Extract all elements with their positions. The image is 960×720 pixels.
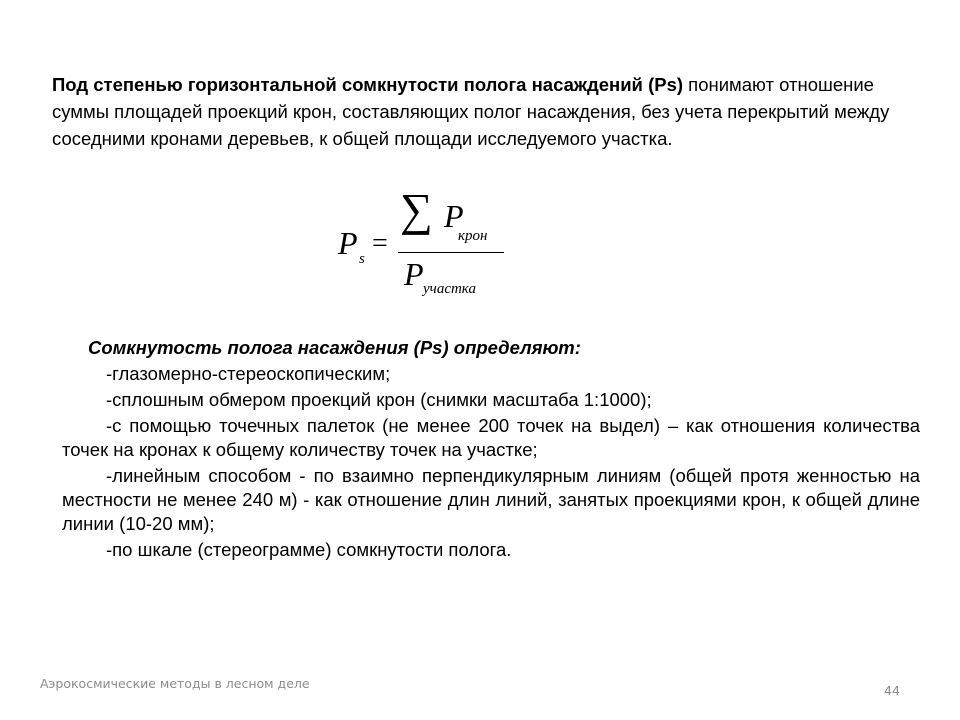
formula-equals-sign: = (372, 228, 388, 259)
formula-lhs-subscript: s (359, 251, 365, 267)
formula-denominator-symbol: P (404, 256, 424, 292)
formula-numerator-symbol: P (444, 198, 464, 234)
footer-course-title: Аэрокосмические методы в лесном деле (40, 676, 310, 691)
definition-text: понимают отношение суммы площадей проекций крон, составляющих полог насаждения, без учета перекрытий между соседними кронами деревьев, к общей площади исследуемого участка. (52, 74, 890, 149)
formula-fraction-line (398, 252, 504, 253)
formula-sum-sign: ∑ (400, 184, 433, 235)
formula-lhs-symbol: P (338, 225, 358, 261)
method-item: -по шкале (стереограмме) сомкнутости полога. (106, 539, 512, 560)
formula-numerator-subscript: крон (458, 228, 488, 244)
page-number: 44 (884, 683, 900, 698)
methods-list (62, 362, 920, 564)
canopy-closure-formula (330, 184, 530, 305)
method-item: -сплошным обмером проекций крон (снимки масштаба 1:1000); (106, 389, 652, 410)
definition-term: Под степенью горизонтальной сомкнутости полога насаждений (Ps) (52, 74, 684, 95)
formula-denominator-subscript: участка (423, 281, 476, 297)
method-item: -линейным способом - по взаимно перпендикулярным линиям (общей протя женностью на местности не менее 240 м) - как отношение длин линий, занятых проекциями крон, к общей длине линии (10-20 мм); (62, 465, 920, 534)
method-item: -глазомерно-стереоскопическим; (106, 363, 391, 384)
method-item: -с помощью точечных палеток (не менее 200 точек на выдел) – как отношения количества точек на кронах к общему количеству точек на участке; (62, 415, 920, 460)
methods-heading: Сомкнутость полога насаждения (Ps) определяют: (88, 337, 581, 358)
definition-paragraph (52, 71, 892, 152)
